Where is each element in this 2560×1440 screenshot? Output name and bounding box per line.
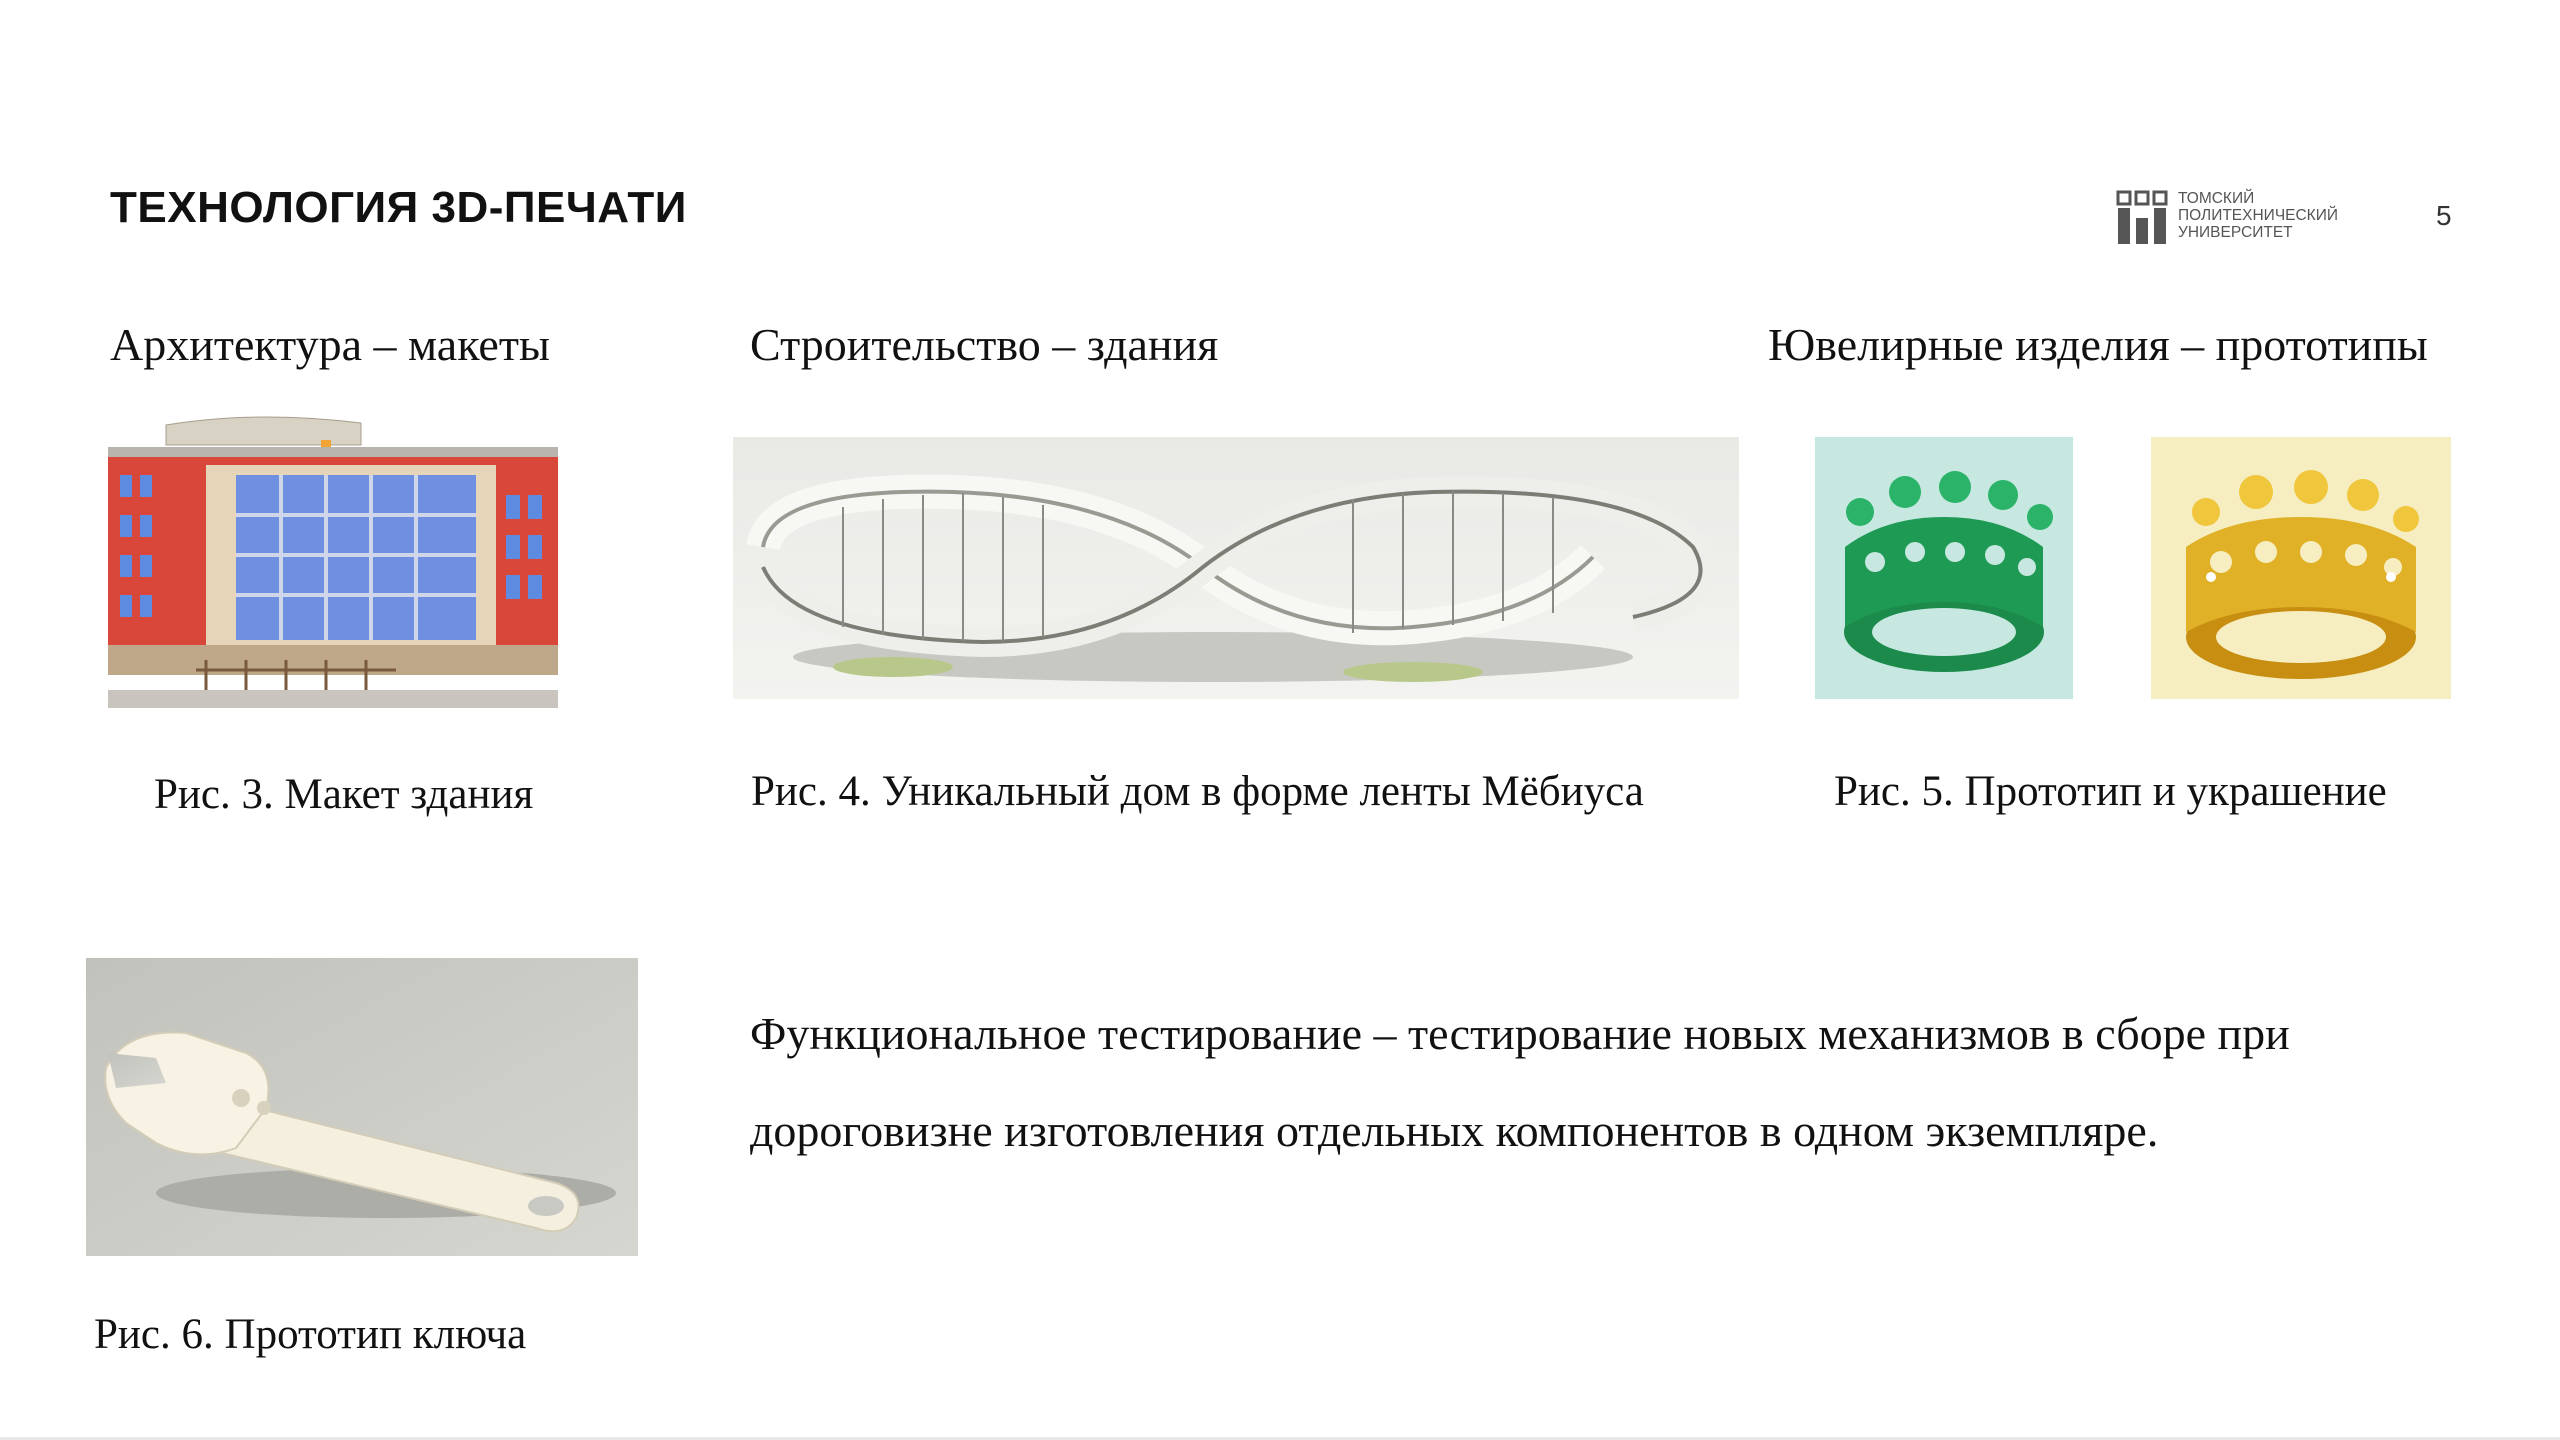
university-logo — [2116, 190, 2346, 246]
tpu-logo-icon — [2116, 190, 2172, 246]
logo-line: ТОМСКИЙ — [2178, 190, 2255, 207]
logo-text — [2178, 190, 2338, 241]
caption-figure-6: Рис. 6. Прототип ключа — [94, 1311, 527, 1358]
heading-construction: Строительство – здания — [750, 319, 1219, 370]
page-number: 5 — [2436, 200, 2452, 231]
logo-line: УНИВЕРСИТЕТ — [2178, 224, 2293, 241]
logo-line: ПОЛИТЕХНИЧЕСКИЙ — [2178, 207, 2338, 224]
heading-jewelry: Ювелирные изделия – прототипы — [1768, 319, 2428, 370]
gold-ring-jewelry-image — [2151, 437, 2451, 699]
wrench-prototype-image — [86, 958, 638, 1256]
heading-architecture: Архитектура – макеты — [110, 319, 550, 370]
caption-figure-5: Рис. 5. Прототип и украшение — [1834, 768, 2387, 815]
mobius-house-image — [733, 437, 1739, 699]
building-model-image — [96, 405, 566, 725]
caption-figure-4: Рис. 4. Уникальный дом в форме ленты Мёбиуса — [751, 768, 1644, 815]
slide-title: ТЕХНОЛОГИЯ 3D-ПЕЧАТИ — [110, 183, 687, 232]
green-ring-prototype-image — [1815, 437, 2073, 699]
caption-figure-3: Рис. 3. Макет здания — [154, 771, 534, 818]
functional-testing-text: Функциональное тестирование – тестирование новых механизмов в сборе при дороговизне изготовления отдельных компонентов в одном экземпляре. — [750, 1008, 2290, 1156]
